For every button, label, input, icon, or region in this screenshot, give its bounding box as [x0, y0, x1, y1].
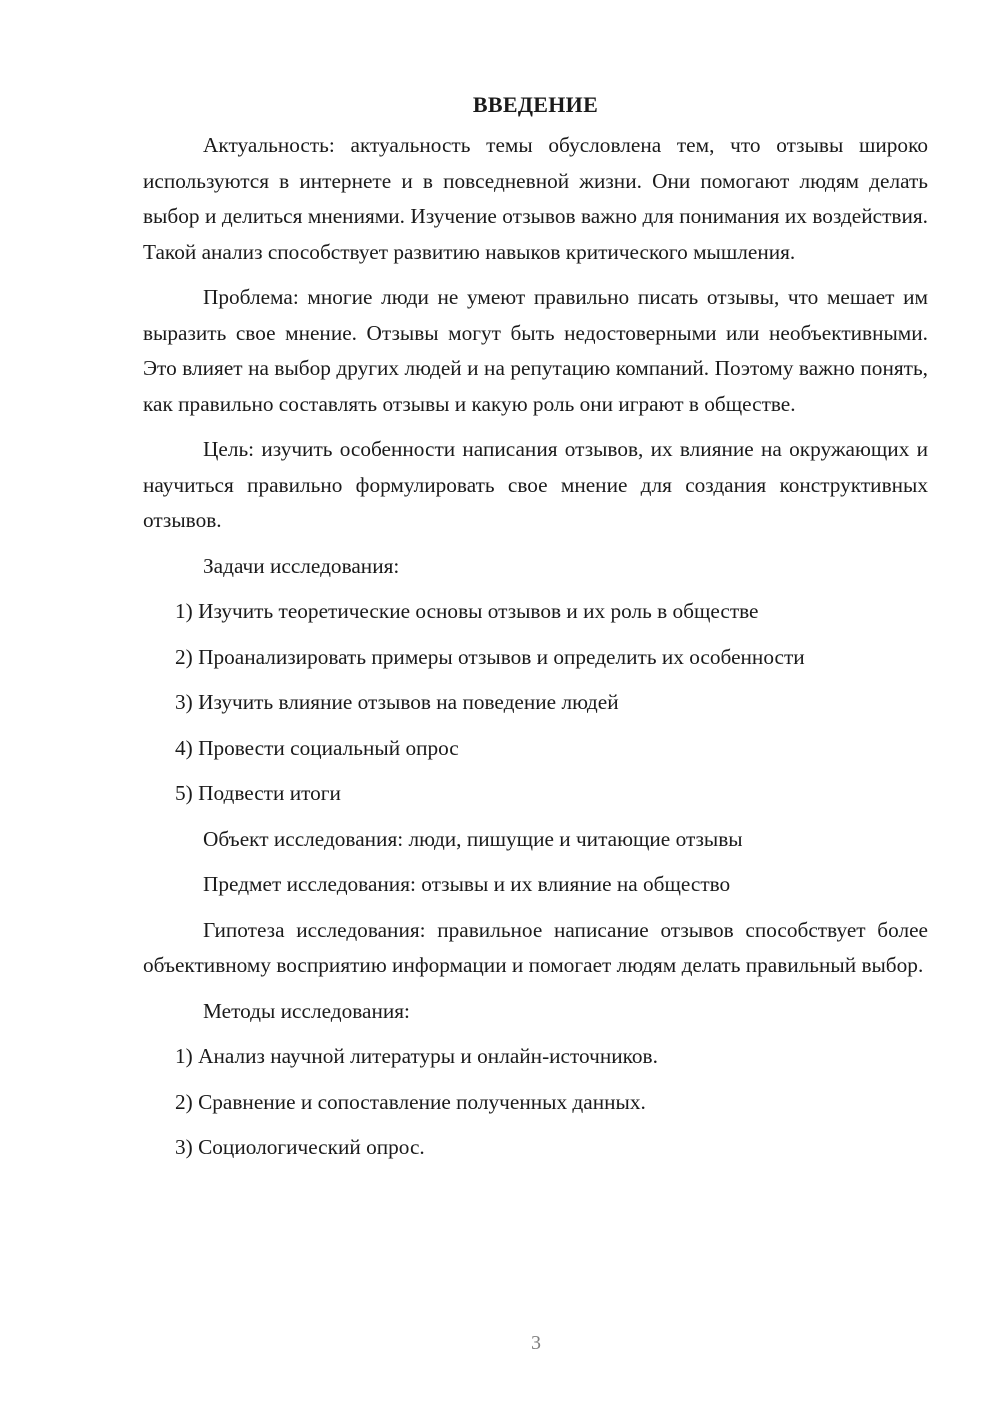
goal-paragraph: Цель: изучить особенности написания отзывов, их влияние на окружающих и научиться правильно формулировать свое мнение для создания конструктивных отзывов. — [143, 437, 928, 532]
list-item: 3) Социологический опрос. — [175, 1135, 425, 1159]
problem-paragraph: Проблема: многие люди не умеют правильно писать отзывы, что мешает им выразить свое мнение. Отзывы могут быть недостоверными или необъективными. Это влияет на выбор других людей и на репутацию компаний. Поэтому важно понять, как правильно составлять отзывы и какую роль они играют в обществе. — [143, 285, 928, 416]
page-number: 3 — [531, 1332, 541, 1354]
tasks-list — [143, 594, 928, 812]
research-subject: Предмет исследования: отзывы и их влияние на общество — [203, 872, 731, 896]
page-title: ВВЕДЕНИЕ — [472, 92, 599, 117]
list-item: 2) Проанализировать примеры отзывов и определить их особенности — [175, 644, 805, 669]
list-item: 1) Изучить теоретические основы отзывов и их роль в обществе — [175, 599, 759, 623]
page-content — [143, 92, 928, 1176]
relevance-paragraph: Актуальность: актуальность темы обусловлена тем, что отзывы широко используются в интернете и в повседневной жизни. Они помогают людям делать выбор и делиться мнениями. Изучение отзывов важно для понимания их воздействия. Такой анализ способствует развитию навыков критического мышления. — [143, 133, 928, 264]
research-object: Объект исследования: люди, пишущие и читающие отзывы — [203, 826, 743, 851]
hypothesis-paragraph: Гипотеза исследования: правильное написание отзывов способствует более объективному восприятию информации и помогает людям делать правильный выбор. — [143, 917, 928, 977]
list-item: 3) Изучить влияние отзывов на поведение людей — [175, 690, 619, 714]
list-item: 4) Провести социальный опрос — [175, 735, 459, 760]
list-item: 5) Подвести итоги — [175, 781, 341, 805]
tasks-heading: Задачи исследования: — [203, 553, 400, 578]
methods-list — [143, 1039, 928, 1166]
methods-heading: Методы исследования: — [203, 998, 410, 1023]
list-item: 1) Анализ научной литературы и онлайн-источников. — [175, 1044, 658, 1068]
list-item: 2) Сравнение и сопоставление полученных данных. — [175, 1089, 646, 1114]
